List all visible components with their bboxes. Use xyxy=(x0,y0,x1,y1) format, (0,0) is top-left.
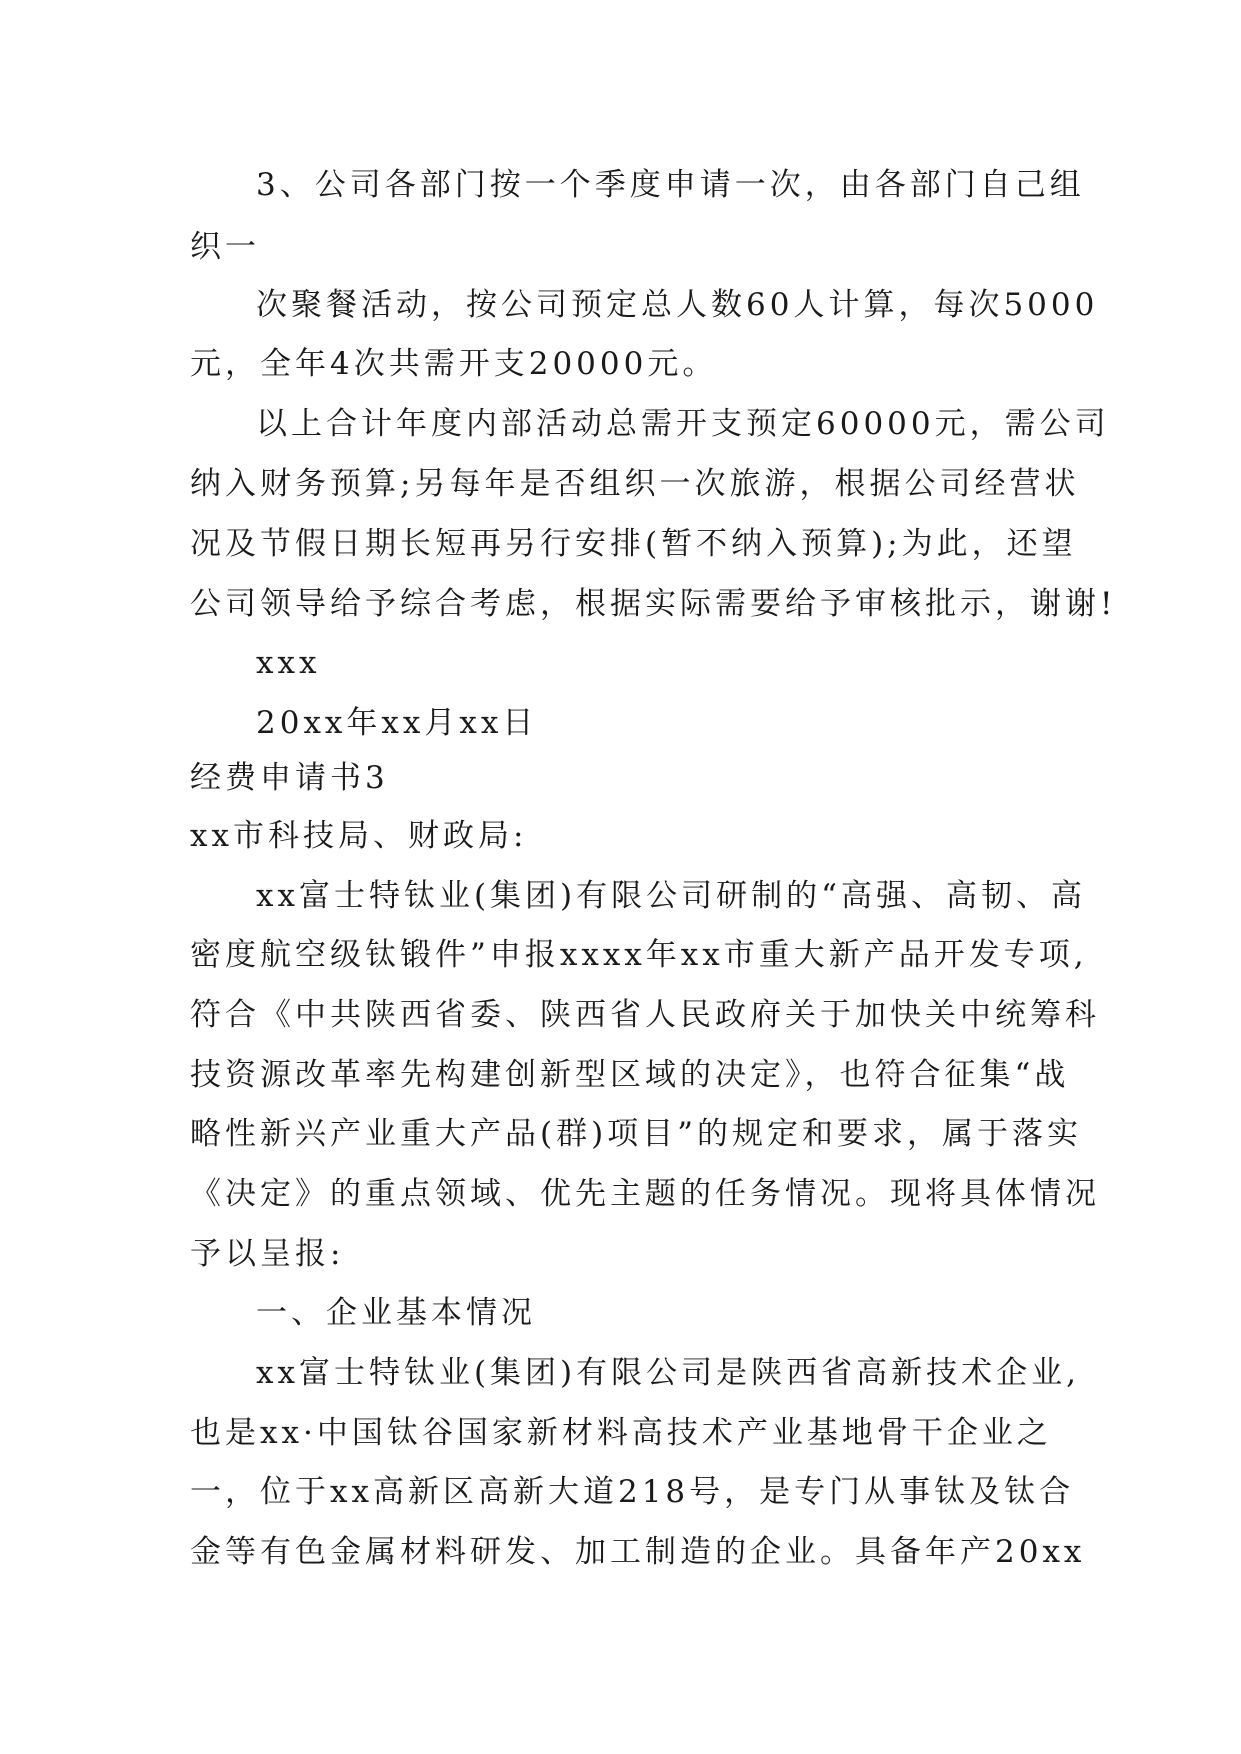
section-heading: 一、企业基本情况 xyxy=(256,1295,536,1331)
paragraph-line: xx富士特钛业(集团)有限公司是陕西省高新技术企业, xyxy=(256,1355,1081,1391)
paragraph-line: 况及节假日期长短再另行安排(暂不纳入预算);为此，还望 xyxy=(190,526,1077,562)
paragraph-line: 金等有色金属材料研发、加工制造的企业。具备年产20xx xyxy=(190,1534,1086,1570)
paragraph-line: 公司领导给予综合考虑，根据实际需要给予审核批示，谢谢! xyxy=(190,586,1117,622)
paragraph-line: 技资源改革率先构建创新型区域的决定》，也符合征集“战 xyxy=(190,1057,1070,1093)
paragraph-line: 纳入财务预算;另每年是否组织一次旅游，根据公司经营状 xyxy=(190,466,1080,502)
paragraph-line: 元，全年4次共需开支20000元。 xyxy=(190,346,718,382)
salutation: xx市科技局、财政局: xyxy=(190,818,528,854)
paragraph-line: 予以呈报: xyxy=(190,1236,345,1272)
paragraph-line: 《决定》的重点领域、优先主题的任务情况。现将具体情况 xyxy=(190,1176,1100,1212)
section-title: 经费申请书3 xyxy=(190,760,389,796)
signature-name: xxx xyxy=(256,645,321,681)
paragraph-line: 织一 xyxy=(190,229,260,265)
paragraph-line: xx富士特钛业(集团)有限公司研制的“高强、高韧、高 xyxy=(256,878,1087,914)
paragraph-line: 符合《中共陕西省委、陕西省人民政府关于加快关中统筹科 xyxy=(190,997,1100,1033)
signature-date: 20xx年xx月xx日 xyxy=(256,705,538,741)
paragraph-line: 3、公司各部门按一个季度申请一次，由各部门自己组 xyxy=(256,167,1085,203)
paragraph-line: 次聚餐活动，按公司预定总人数60人计算，每次5000 xyxy=(256,287,1099,323)
paragraph-line: 一，位于xx高新区高新大道218号，是专门从事钛及钛合 xyxy=(190,1474,1075,1510)
paragraph-line: 略性新兴产业重大产品(群)项目”的规定和要求，属于落实 xyxy=(190,1116,1083,1152)
paragraph-line: 也是xx·中国钛谷国家新材料高技术产业基地骨干企业之 xyxy=(190,1415,1052,1451)
paragraph-line: 以上合计年度内部活动总需开支预定60000元，需公司 xyxy=(256,406,1110,442)
paragraph-line: 密度航空级钛锻件”申报xxxx年xx市重大新产品开发专项, xyxy=(190,937,1088,973)
